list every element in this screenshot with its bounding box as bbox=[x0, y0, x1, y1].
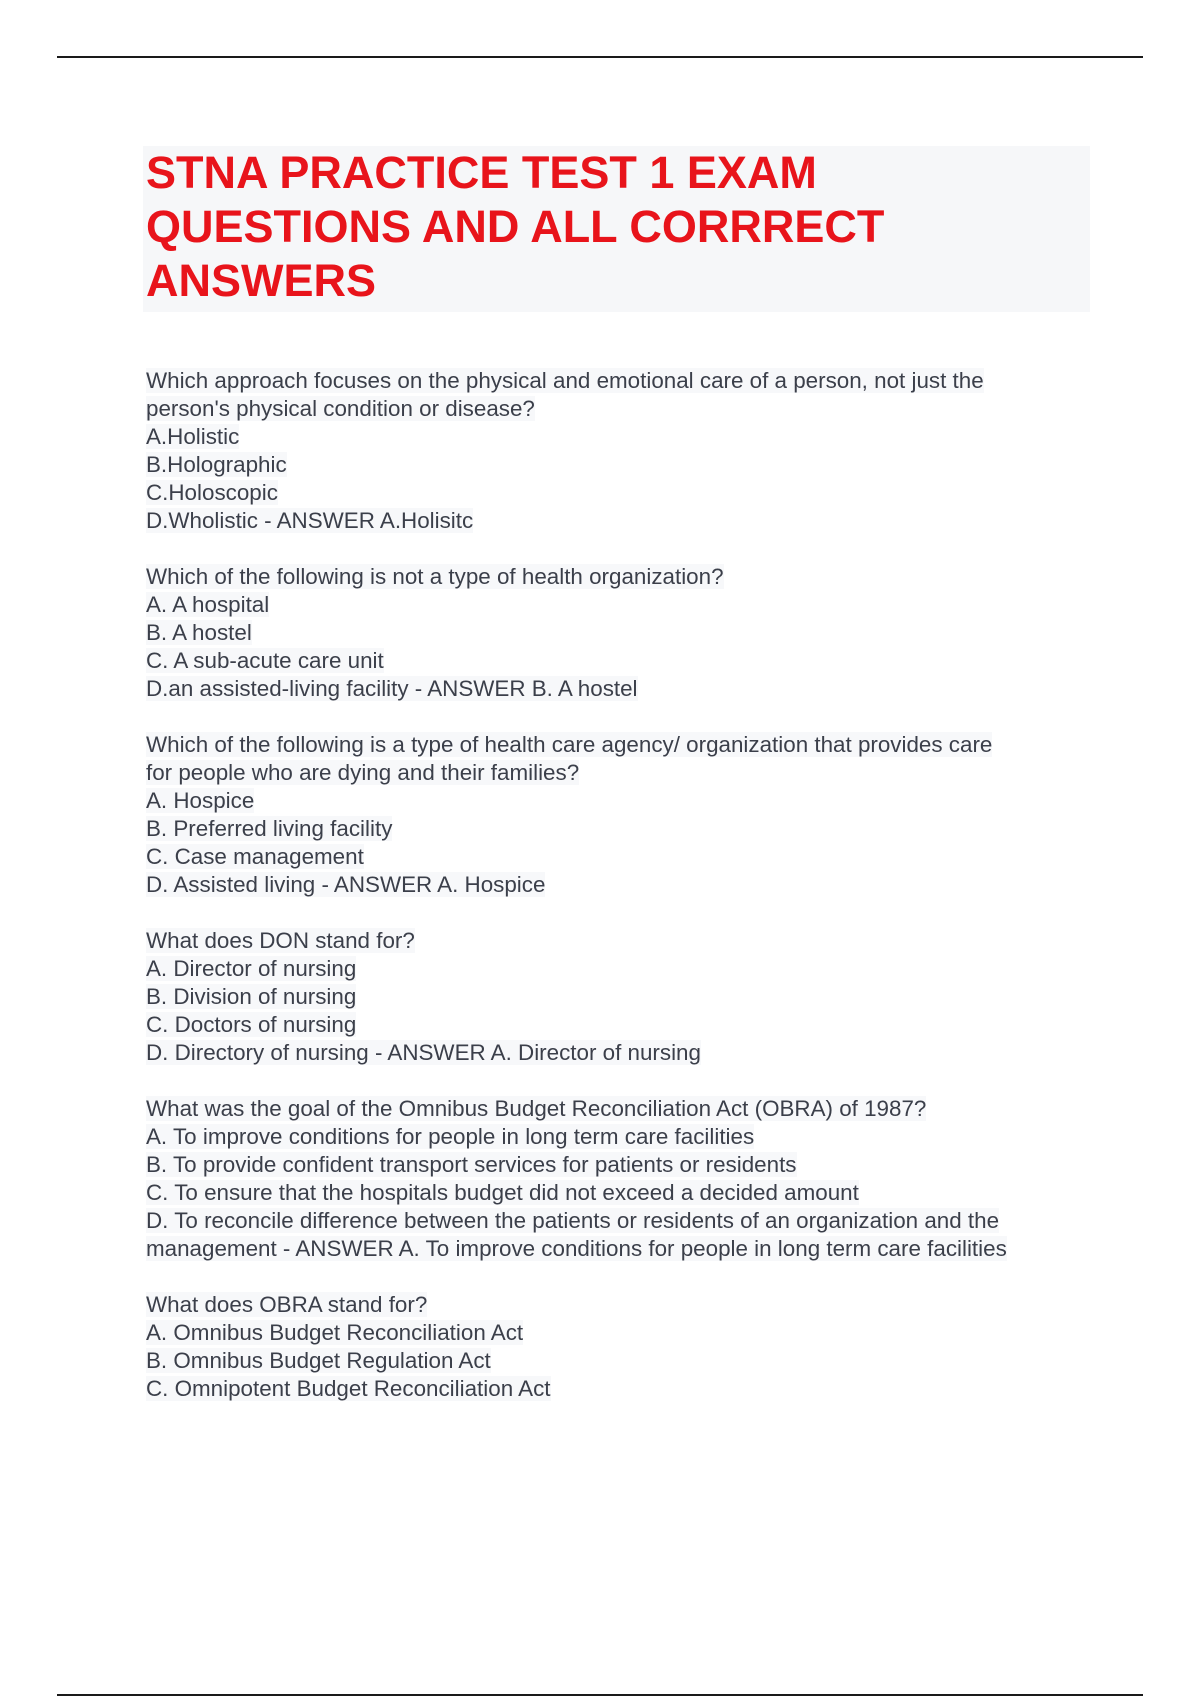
line-text: What does OBRA stand for? bbox=[146, 1292, 428, 1317]
question-line bbox=[146, 843, 1091, 871]
line-text: What does DON stand for? bbox=[146, 928, 415, 953]
line-text: D.an assisted-living facility - ANSWER B. A hostel bbox=[146, 676, 638, 701]
line-text: B. Preferred living facility bbox=[146, 816, 393, 841]
question-line bbox=[146, 815, 1091, 843]
line-text: C. To ensure that the hospitals budget did not exceed a decided amount bbox=[146, 1180, 859, 1205]
question-line bbox=[146, 507, 1091, 535]
question-text bbox=[146, 1291, 1091, 1319]
question-line bbox=[146, 1011, 1091, 1039]
header-rule bbox=[57, 56, 1143, 58]
question-line bbox=[146, 1207, 1091, 1235]
line-text: B. To provide confident transport services for patients or residents bbox=[146, 1152, 797, 1177]
question-block bbox=[146, 1095, 1091, 1263]
line-text: B. Division of nursing bbox=[146, 984, 357, 1009]
line-text: D. Directory of nursing - ANSWER A. Director of nursing bbox=[146, 1040, 701, 1065]
question-line bbox=[146, 675, 1091, 703]
line-text: for people who are dying and their families? bbox=[146, 760, 580, 785]
question-block bbox=[146, 731, 1091, 899]
question-line bbox=[146, 1375, 1091, 1403]
question-text bbox=[146, 563, 1091, 591]
question-text bbox=[146, 927, 1091, 955]
line-text: D. Assisted living - ANSWER A. Hospice bbox=[146, 872, 546, 897]
title-line: STNA PRACTICE TEST 1 EXAM bbox=[146, 147, 817, 198]
line-text: C. Doctors of nursing bbox=[146, 1012, 357, 1037]
line-text: management - ANSWER A. To improve conditions for people in long term care facilities bbox=[146, 1236, 1007, 1261]
document-title bbox=[146, 146, 1076, 308]
question-line bbox=[146, 759, 1091, 787]
line-text: A. Hospice bbox=[146, 788, 255, 813]
question-line bbox=[146, 983, 1091, 1011]
question-line bbox=[146, 619, 1091, 647]
title-line: QUESTIONS AND ALL CORRRECT bbox=[146, 201, 885, 252]
question-line bbox=[146, 647, 1091, 675]
line-text: C. Case management bbox=[146, 844, 364, 869]
question-line bbox=[146, 423, 1091, 451]
question-text bbox=[146, 1095, 1091, 1123]
line-text: A. Omnibus Budget Reconciliation Act bbox=[146, 1320, 524, 1345]
line-text: C. Omnipotent Budget Reconciliation Act bbox=[146, 1376, 551, 1401]
footer-rule bbox=[57, 1694, 1143, 1696]
title-line: ANSWERS bbox=[146, 255, 377, 306]
question-text bbox=[146, 367, 1091, 395]
question-block bbox=[146, 1291, 1091, 1403]
line-text: B. Omnibus Budget Regulation Act bbox=[146, 1348, 491, 1373]
question-line bbox=[146, 1039, 1091, 1067]
question-line bbox=[146, 479, 1091, 507]
question-list bbox=[146, 367, 1091, 1431]
question-text bbox=[146, 731, 1091, 759]
question-line bbox=[146, 1235, 1091, 1263]
line-text: B. A hostel bbox=[146, 620, 252, 645]
line-text: D. To reconcile difference between the patients or residents of an organization and the bbox=[146, 1208, 1000, 1233]
question-block bbox=[146, 927, 1091, 1067]
question-line bbox=[146, 395, 1091, 423]
line-text: A. A hospital bbox=[146, 592, 270, 617]
line-text: A. To improve conditions for people in long term care facilities bbox=[146, 1124, 755, 1149]
line-text: A.Holistic bbox=[146, 424, 240, 449]
line-text: C.Holoscopic bbox=[146, 480, 278, 505]
line-text: Which of the following is not a type of health organization? bbox=[146, 564, 724, 589]
question-line bbox=[146, 1179, 1091, 1207]
line-text: A. Director of nursing bbox=[146, 956, 357, 981]
question-line bbox=[146, 1151, 1091, 1179]
question-line bbox=[146, 1123, 1091, 1151]
question-block bbox=[146, 367, 1091, 535]
question-line bbox=[146, 451, 1091, 479]
question-line bbox=[146, 1319, 1091, 1347]
line-text: D.Wholistic - ANSWER A.Holisitc bbox=[146, 508, 474, 533]
line-text: C. A sub-acute care unit bbox=[146, 648, 384, 673]
question-line bbox=[146, 871, 1091, 899]
line-text: What was the goal of the Omnibus Budget Reconciliation Act (OBRA) of 1987? bbox=[146, 1096, 927, 1121]
question-line bbox=[146, 591, 1091, 619]
line-text: person's physical condition or disease? bbox=[146, 396, 535, 421]
line-text: Which of the following is a type of health care agency/ organization that provides care bbox=[146, 732, 993, 757]
question-block bbox=[146, 563, 1091, 703]
question-line bbox=[146, 1347, 1091, 1375]
line-text: Which approach focuses on the physical and emotional care of a person, not just the bbox=[146, 368, 984, 393]
line-text: B.Holographic bbox=[146, 452, 287, 477]
question-line bbox=[146, 787, 1091, 815]
question-line bbox=[146, 955, 1091, 983]
